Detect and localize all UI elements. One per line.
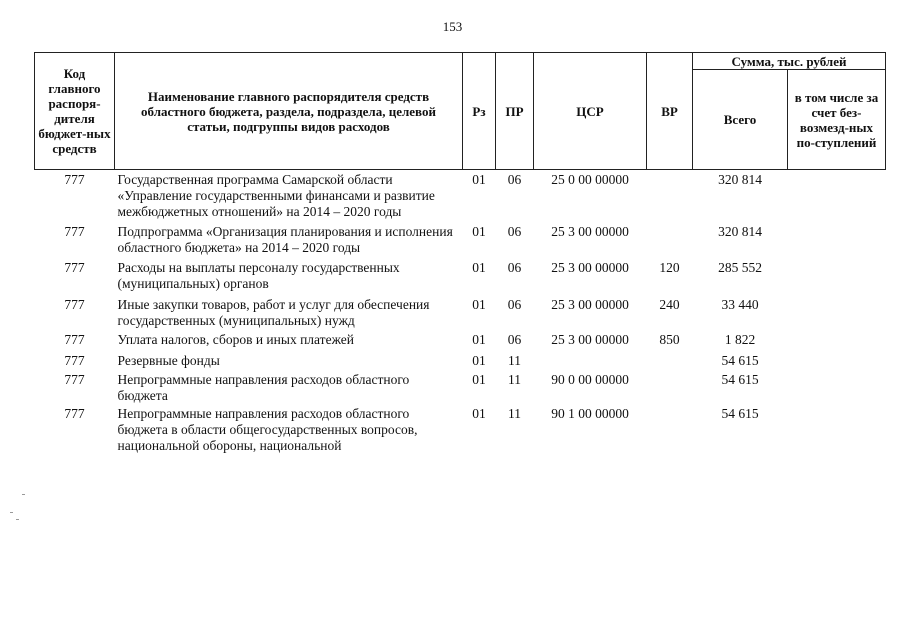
header-total: Всего [693,70,788,170]
row-total: 320 814 [718,172,762,187]
row-vr: 850 [659,332,680,347]
row-code: 777 [64,172,85,187]
row-gratuitous [788,406,886,454]
budget-table [34,52,886,454]
row-total: 54 615 [721,372,759,387]
row-gratuitous [788,297,886,332]
table-row [35,297,886,332]
table-row [35,406,886,454]
row-pr: 06 [507,224,522,239]
row-vr [647,406,693,454]
row-rz: 01 [472,332,486,347]
table-header [35,53,886,170]
scan-speck [10,512,13,513]
row-total: 33 440 [721,297,759,312]
row-total: 1 822 [724,332,756,347]
row-code: 777 [64,224,85,239]
row-pr: 11 [508,372,521,387]
row-csr [534,353,647,372]
table-row [35,372,886,406]
row-vr [647,224,693,260]
row-csr: 90 0 00 00000 [551,372,629,387]
row-pr: 06 [507,332,522,347]
table-row [35,332,886,353]
row-pr: 11 [508,353,521,368]
row-vr [647,372,693,406]
row-gratuitous [788,332,886,353]
table-body [35,170,886,455]
row-pr: 06 [507,297,522,312]
row-total: 54 615 [721,353,759,368]
row-total: 285 552 [718,260,762,275]
header-sum-group: Сумма, тыс. рублей [693,53,886,70]
row-vr: 120 [659,260,680,275]
row-csr: 90 1 00 00000 [551,406,629,421]
header-pr: ПР [496,53,534,170]
header-code: Код главного распоря-дителя бюджет-ных средств [35,53,115,170]
page-number: 153 [442,19,463,34]
scan-speck [16,519,19,520]
row-gratuitous [788,224,886,260]
row-total: 54 615 [721,406,759,421]
row-vr [647,353,693,372]
row-name: Непрограммные направления расходов областного бюджета в области общегосударственных вопросов, национальной обороны, национальной [117,406,418,453]
row-gratuitous [788,172,886,224]
row-csr: 25 3 00 00000 [551,297,629,312]
row-vr: 240 [659,297,680,312]
row-rz: 01 [472,353,486,368]
row-rz: 01 [472,224,486,239]
row-code: 777 [64,372,85,387]
row-csr: 25 3 00 00000 [551,260,629,275]
header-csr: ЦСР [534,53,647,170]
row-pr: 06 [507,260,522,275]
table-row [35,260,886,297]
row-name: Иные закупки товаров, работ и услуг для обеспечения государственных (муниципальных) нужд [117,297,430,328]
header-name: Наименование главного распорядителя средств областного бюджета, раздела, подраздела, целевой статьи, подгруппы видов расходов [115,53,463,170]
table-row [35,353,886,372]
header-vr: ВР [647,53,693,170]
row-code: 777 [64,353,85,368]
row-rz: 01 [472,372,486,387]
row-name: Расходы на выплаты персоналу государственных (муниципальных) органов [117,260,400,291]
row-rz: 01 [472,297,486,312]
row-name: Резервные фонды [117,353,220,368]
row-pr: 06 [507,172,522,187]
scan-speck [22,494,25,495]
row-csr: 25 0 00 00000 [551,172,629,187]
row-name: Государственная программа Самарской области «Управление государственными финансами и развитие межбюджетных отношений» на 2014 – 2020 годы [117,172,435,219]
row-name: Уплата налогов, сборов и иных платежей [117,332,354,347]
row-code: 777 [64,260,85,275]
row-code: 777 [64,332,85,347]
row-rz: 01 [472,172,486,187]
table-row [35,224,886,260]
row-rz: 01 [472,406,486,421]
row-csr: 25 3 00 00000 [551,224,629,239]
row-name: Непрограммные направления расходов областного бюджета [117,372,410,403]
row-csr: 25 3 00 00000 [551,332,629,347]
row-name: Подпрограмма «Организация планирования и исполнения областного бюджета» на 2014 – 2020 годы [117,224,453,255]
row-gratuitous [788,372,886,406]
row-code: 777 [64,297,85,312]
header-gratuitous: в том числе за счет без-возмезд-ных по-ступлений [788,70,886,170]
row-total: 320 814 [718,224,762,239]
row-vr [647,172,693,224]
row-pr: 11 [508,406,521,421]
row-rz: 01 [472,260,486,275]
row-gratuitous [788,353,886,372]
table-row [35,172,886,224]
row-code: 777 [64,406,85,421]
row-gratuitous [788,260,886,297]
header-rz: Рз [463,53,496,170]
